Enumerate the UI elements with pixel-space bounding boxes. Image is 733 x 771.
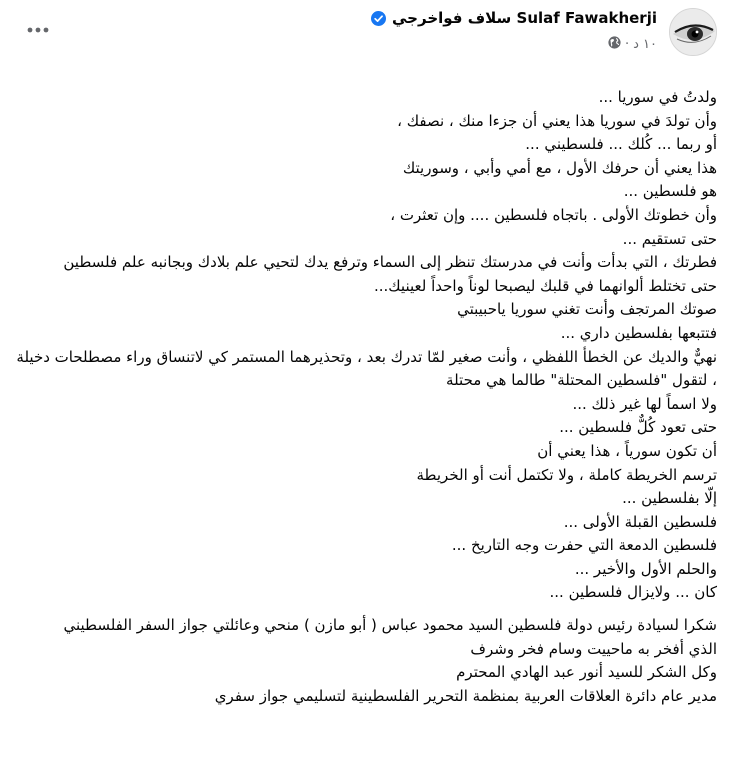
post-line: وأن خطوتك الأولى . باتجاه فلسطين .... وإن تعثرت ،: [390, 205, 717, 224]
post-line: والحلم الأول والأخير ...: [574, 559, 717, 578]
avatar[interactable]: [669, 8, 717, 56]
post-line: فتتبعها بفلسطين داري ...: [560, 323, 717, 342]
post-line: هو فلسطين ...: [623, 182, 717, 201]
avatar-image: [670, 9, 717, 56]
post-line: هذا يعني أن حرفك الأول ، مع أمي وأبي ، وسوريتك: [402, 158, 717, 177]
more-options-button[interactable]: [20, 16, 56, 44]
paragraph-gap: [14, 605, 717, 614]
author-name[interactable]: Sulaf Fawakherji سلاف فواخرجي: [392, 9, 657, 27]
post-meta: [608, 36, 657, 53]
post-text: [14, 86, 717, 708]
post-line: فلسطين القبلة الأولى ...: [563, 512, 717, 531]
post-header: [0, 0, 733, 72]
author-name-row: [371, 9, 657, 27]
post-line: أن تكون سورياً ، هذا يعني أن: [537, 441, 717, 460]
post-line: حتى تعود كُلٌّ فلسطين ...: [559, 418, 717, 437]
post-line: ولا اسماً لها غير ذلك ...: [572, 394, 717, 413]
post-line: نهيٌّ والديك عن الخطأ اللفظي ، وأنت صغير لمّا تدرك بعد ، وتحذيرهما المستمر كي لاتنساق وراء مصطلحات دخيلة ، لتقول "فلسطين المحتلة" طالما هي محتلة: [16, 347, 717, 390]
post-line: ترسم الخريطة كاملة ، ولا تكتمل أنت أو الخريطة: [416, 465, 717, 484]
post-line: ولدتُ في سوريا ...: [598, 88, 717, 106]
globe-icon[interactable]: [608, 36, 621, 53]
verified-badge-icon: [371, 11, 386, 26]
post-line: الذي أفخر به ماحييت وسام فخر وشرف: [470, 639, 717, 658]
post-time[interactable]: ١٠ د: [633, 37, 657, 52]
post-line: وأن تولدَ في سوريا هذا يعني أن جزءا منك ، نصفك ،: [397, 111, 717, 130]
post-line: فطرتك ، التي بدأت وأنت في مدرستك تنظر إلى السماء وترفع يدك لتحيي علم بلادك وبجانبه علم فلسطين: [63, 253, 717, 272]
post-line: حتى تستقيم ...: [622, 229, 717, 248]
post-line: صوتك المرتجف وأنت تغني سوريا ياحبيبتي: [457, 300, 717, 319]
post-line: مدير عام دائرة العلاقات العربية بمنظمة التحرير الفلسطينية لتسليمي جواز سفري: [214, 686, 717, 705]
more-dots-icon: [27, 27, 49, 33]
post-line: وكل الشكر للسيد أنور عبد الهادي المحترم: [456, 663, 717, 682]
post-line: حتى تختلط ألوانهما في قلبك ليصبحا لوناً واحداً لعينيك...: [373, 276, 717, 295]
post-line: شكرا لسيادة رئيس دولة فلسطين السيد محمود عباس ( أبو مازن ) منحي وعائلتي جواز السفر الفلسطيني: [63, 616, 717, 635]
post-line: أو ربما ... كُلك ... فلسطيني ...: [525, 135, 717, 154]
meta-separator: ·: [624, 37, 630, 52]
post-line: إلّا بفلسطين ...: [622, 489, 717, 508]
post-line: كان ... ولايزال فلسطين ...: [549, 583, 717, 602]
post-line: فلسطين الدمعة التي حفرت وجه التاريخ ...: [451, 536, 717, 555]
